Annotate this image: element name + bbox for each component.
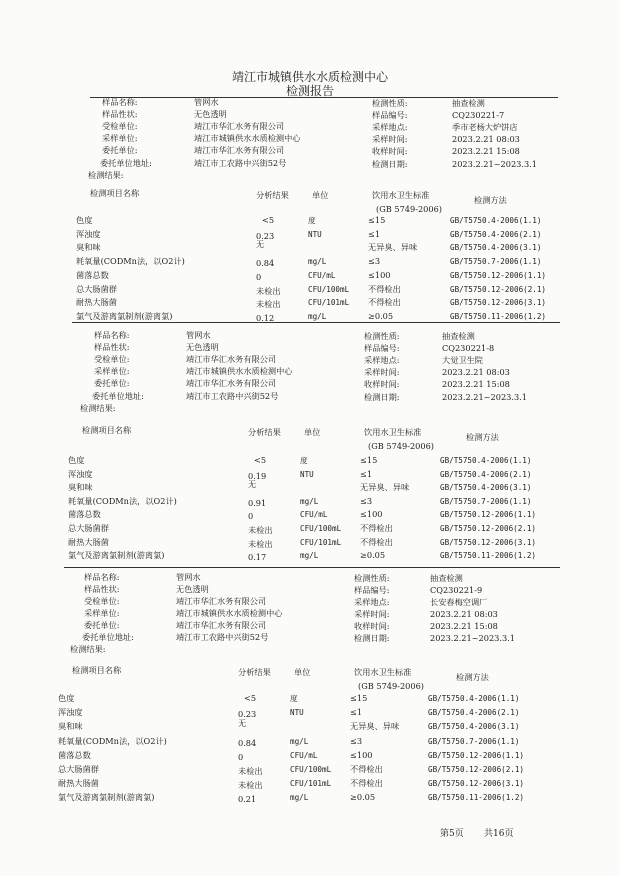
row-item: 总大肠菌群	[58, 764, 99, 774]
receive-time-value: 2023.2.21 15:08	[430, 621, 498, 631]
row-result: 未检出	[238, 766, 263, 776]
row-standard: 无异臭、异味	[360, 482, 410, 493]
row-result: 0.23	[256, 230, 275, 241]
row-item: 臭和味	[76, 242, 101, 253]
row-method: GB/T5750.11-2006(1.2)	[440, 551, 537, 561]
row-method: GB/T5750.4-2006(3.1)	[440, 483, 532, 493]
label-sampler: 采样单位:	[102, 133, 138, 144]
header-item: 检测项目名称	[90, 188, 140, 198]
page-total: 共16页	[484, 829, 514, 839]
row-result: <5	[244, 693, 257, 703]
entrust-addr-value: 靖江市工农路中兴街52号	[176, 632, 269, 642]
label-client: 受检单位:	[94, 354, 130, 365]
row-standard: ≤3	[360, 495, 373, 506]
sample-no-value: CQ230221-7	[452, 110, 505, 121]
location-value: 大觉卫生院	[442, 355, 483, 366]
row-unit: CFU/mL	[300, 510, 328, 520]
receive-time-value: 2023.2.21 15:08	[452, 146, 520, 157]
row-result: 0.23	[238, 709, 257, 720]
header-result: 分析结果	[248, 427, 281, 437]
row-standard: 不得检出	[350, 764, 383, 774]
row-standard: ≤3	[350, 735, 363, 746]
row-item: 氯气及游离氯制剂(游离氯)	[68, 550, 165, 561]
header-item: 检测项目名称	[82, 425, 132, 435]
entrust-addr-value: 靖江市工农路中兴街52号	[186, 390, 279, 401]
sample-name-value: 管网水	[186, 330, 211, 340]
header-result: 分析结果	[238, 667, 271, 677]
row-item: 耐热大肠菌	[58, 778, 99, 789]
label-test-nature: 检测性质:	[372, 98, 408, 108]
sample-property-value: 无色透明	[194, 109, 227, 120]
row-unit: CFU/101mL	[308, 298, 350, 308]
row-standard: ≤1	[360, 468, 373, 479]
test-nature-value: 抽查检测	[430, 573, 463, 583]
row-item: 臭和味	[68, 482, 93, 493]
row-standard: ≤15	[368, 215, 386, 225]
test-date-value: 2023.2.21~2023.3.1	[430, 633, 515, 643]
entrust-value: 靖江市华汇水务有限公司	[176, 620, 267, 630]
row-method: GB/T5750.11-2006(1.2)	[428, 793, 525, 803]
row-item: 耐热大肠菌	[76, 297, 117, 308]
row-unit: NTU	[308, 229, 322, 239]
test-nature-value: 抽查检测	[452, 98, 485, 108]
row-item: 浑浊度	[58, 707, 83, 718]
row-result: 0.17	[248, 552, 267, 563]
page-number: 第5页	[440, 829, 464, 839]
sample-property-value: 无色透明	[176, 584, 209, 594]
row-result: 0.12	[256, 312, 275, 323]
report-title: 靖江市城镇供水水质检测中心	[231, 70, 388, 84]
row-result: 未检出	[256, 285, 281, 296]
test-date-value: 2023.2.21~2023.3.1	[442, 391, 527, 402]
row-standard: 不得检出	[368, 283, 401, 294]
label-sample-property: 样品性状:	[102, 109, 138, 120]
row-result: 0.19	[248, 470, 267, 481]
row-result: 无	[238, 718, 247, 729]
location-value: 长安春梅空调厂	[430, 597, 488, 607]
row-method: GB/T5750.12-2006(1.1)	[428, 750, 525, 760]
row-method: GB/T5750.12-2006(1.1)	[450, 270, 547, 280]
report-subtitle: 检测报告	[285, 84, 334, 98]
header-rule	[90, 97, 558, 98]
header-standard: 饮用水卫生标准	[354, 667, 412, 677]
row-unit: mg/L	[300, 551, 319, 561]
row-unit: 度	[290, 694, 298, 703]
header-unit: 单位	[294, 667, 311, 677]
label-sample-name: 样品名称:	[94, 330, 130, 340]
row-item: 氯气及游离氯制剂(游离氯)	[58, 792, 155, 803]
label-client: 受检单位:	[102, 121, 138, 132]
row-unit: CFU/mL	[308, 270, 336, 280]
row-standard: 不得检出	[368, 297, 401, 308]
row-item: 色度	[68, 455, 85, 465]
label-sample-name: 样品名称:	[84, 572, 120, 582]
label-sample-time: 采样时间:	[372, 134, 408, 145]
label-sample-property: 样品性状:	[94, 342, 130, 353]
sample-time-value: 2023.2.21 08:03	[430, 609, 498, 619]
label-receive-time: 收样时间:	[364, 379, 400, 390]
row-method: GB/T5750.12-2006(2.1)	[450, 284, 547, 294]
label-entrust: 委托单位:	[84, 620, 120, 630]
section-divider	[72, 322, 560, 323]
row-result: 未检出	[256, 299, 281, 310]
test-date-value: 2023.2.21~2023.3.1	[452, 158, 537, 169]
row-unit: 度	[308, 216, 316, 225]
row-method: GB/T5750.4-2006(2.1)	[440, 469, 532, 479]
result-label: 检测结果:	[70, 644, 106, 654]
row-item: 耗氧量(CODMn法，以O2计)	[68, 495, 177, 506]
result-label: 检测结果:	[88, 169, 124, 180]
row-method: GB/T5750.7-2006(1.1)	[428, 736, 520, 746]
label-location: 采样地点:	[372, 122, 408, 133]
row-item: 氯气及游离氯制剂(游离氯)	[76, 310, 173, 321]
label-location: 采样地点:	[364, 355, 400, 366]
row-result: 未检出	[248, 538, 273, 549]
header-unit: 单位	[304, 427, 321, 437]
client-value: 靖江市华汇水务有限公司	[186, 354, 277, 365]
row-method: GB/T5750.4-2006(3.1)	[450, 243, 542, 253]
row-item: 耗氧量(CODMn法，以O2计)	[58, 735, 167, 746]
label-receive-time: 收样时间:	[372, 146, 408, 157]
row-method: GB/T5750.7-2006(1.1)	[450, 257, 542, 267]
row-item: 总大肠菌群	[76, 283, 117, 294]
row-unit: NTU	[300, 469, 314, 479]
label-test-date: 检测日期:	[364, 391, 400, 402]
row-item: 色度	[58, 693, 75, 703]
label-sample-time: 采样时间:	[354, 609, 390, 619]
result-label: 检测结果:	[80, 402, 116, 413]
section-divider	[64, 567, 560, 568]
row-standard: ≤15	[350, 693, 368, 703]
row-unit: CFU/101mL	[300, 537, 342, 547]
row-standard: 不得检出	[360, 536, 393, 547]
label-location: 采样地点:	[354, 597, 390, 607]
header-standard-code: (GB 5749-2006)	[376, 204, 442, 214]
row-method: GB/T5750.12-2006(3.1)	[450, 298, 547, 308]
label-entrust: 委托单位:	[102, 145, 138, 156]
entrust-value: 靖江市华汇水务有限公司	[194, 145, 285, 156]
row-method: GB/T5750.12-2006(1.1)	[440, 510, 537, 520]
row-result: 0.21	[238, 794, 257, 805]
row-result: 0.84	[256, 258, 275, 269]
sample-name-value: 管网水	[176, 572, 201, 582]
row-unit: CFU/101mL	[290, 779, 332, 789]
header-result: 分析结果	[256, 190, 289, 200]
label-sample-no: 样品编号:	[372, 110, 408, 121]
sample-no-value: CQ230221-8	[442, 343, 495, 354]
row-result: 0	[256, 271, 262, 282]
label-sampler: 采样单位:	[94, 366, 130, 377]
row-result: 无	[256, 239, 265, 250]
row-standard: 不得检出	[360, 523, 393, 533]
label-sample-no: 样品编号:	[354, 585, 390, 595]
test-nature-value: 抽查检测	[442, 331, 475, 341]
row-method: GB/T5750.4-2006(3.1)	[428, 722, 520, 732]
label-entrust-addr: 委托单位地址:	[100, 157, 152, 168]
row-result: 未检出	[248, 525, 273, 535]
row-unit: mg/L	[290, 736, 309, 746]
row-method: GB/T5750.4-2006(2.1)	[450, 229, 542, 239]
header-standard: 饮用水卫生标准	[372, 190, 430, 200]
sampler-value: 靖江市城镇供水水质检测中心	[186, 366, 293, 377]
row-result: <5	[262, 215, 275, 225]
label-sample-name: 样品名称:	[102, 97, 138, 107]
row-unit: 度	[300, 456, 308, 465]
header-standard-code: (GB 5749-2006)	[368, 441, 434, 451]
row-item: 菌落总数	[58, 749, 91, 760]
row-result: <5	[254, 455, 267, 465]
row-result: 0.84	[238, 737, 257, 748]
row-unit: CFU/100mL	[308, 284, 350, 294]
row-standard: ≤1	[350, 707, 363, 718]
row-result: 0	[238, 751, 244, 762]
row-method: GB/T5750.12-2006(2.1)	[428, 765, 525, 774]
row-unit: CFU/100mL	[290, 765, 332, 774]
row-result: 无	[248, 479, 257, 490]
label-test-date: 检测日期:	[372, 158, 408, 169]
entrust-value: 靖江市华汇水务有限公司	[186, 378, 277, 389]
sample-no-value: CQ230221-9	[430, 585, 483, 595]
row-item: 耐热大肠菌	[68, 536, 109, 547]
header-standard-code: (GB 5749-2006)	[358, 681, 424, 691]
label-test-nature: 检测性质:	[354, 573, 390, 583]
row-method: GB/T5750.12-2006(2.1)	[440, 524, 537, 533]
row-method: GB/T5750.11-2006(1.2)	[450, 311, 547, 321]
row-method: GB/T5750.12-2006(3.1)	[440, 537, 537, 547]
row-unit: mg/L	[300, 496, 319, 506]
label-test-date: 检测日期:	[354, 633, 390, 643]
header-item: 检测项目名称	[72, 665, 122, 675]
row-method: GB/T5750.4-2006(2.1)	[428, 708, 520, 718]
row-standard: 无异臭、异味	[350, 721, 400, 732]
row-item: 浑浊度	[76, 228, 101, 239]
row-unit: CFU/100mL	[300, 524, 342, 533]
label-sample-no: 样品编号:	[364, 343, 400, 354]
client-value: 靖江市华汇水务有限公司	[194, 121, 285, 132]
row-unit: NTU	[290, 708, 304, 718]
row-unit: CFU/mL	[290, 750, 318, 760]
label-client: 受检单位:	[84, 596, 120, 606]
header-unit: 单位	[312, 190, 329, 200]
sampler-value: 靖江市城镇供水水质检测中心	[194, 133, 301, 144]
row-result: 0	[248, 511, 254, 522]
header-method: 检测方法	[474, 195, 507, 205]
row-standard: ≤100	[368, 269, 391, 280]
row-standard: ≤100	[360, 509, 383, 520]
label-sampler: 采样单位:	[84, 608, 120, 618]
label-entrust-addr: 委托单位地址:	[82, 632, 134, 642]
row-standard: ≥0.05	[360, 550, 386, 561]
header-method: 检测方法	[456, 672, 489, 682]
client-value: 靖江市华汇水务有限公司	[176, 596, 267, 606]
sample-property-value: 无色透明	[186, 342, 219, 353]
sampler-value: 靖江市城镇供水水质检测中心	[176, 608, 283, 618]
row-result: 0.91	[248, 497, 267, 508]
row-unit: mg/L	[308, 257, 327, 267]
row-standard: ≤15	[360, 455, 378, 465]
row-item: 浑浊度	[68, 468, 93, 479]
label-sample-property: 样品性状:	[84, 584, 120, 594]
row-standard: 无异臭、异味	[368, 242, 418, 253]
sample-time-value: 2023.2.21 08:03	[452, 134, 520, 145]
row-item: 菌落总数	[68, 509, 101, 520]
row-result: 未检出	[238, 780, 263, 791]
row-method: GB/T5750.4-2006(1.1)	[450, 216, 542, 225]
label-test-nature: 检测性质:	[364, 331, 400, 341]
row-method: GB/T5750.12-2006(3.1)	[428, 779, 525, 789]
receive-time-value: 2023.2.21 15:08	[442, 379, 510, 390]
row-standard: ≥0.05	[350, 792, 376, 803]
row-method: GB/T5750.4-2006(1.1)	[428, 694, 520, 703]
label-entrust-addr: 委托单位地址:	[92, 390, 144, 401]
row-method: GB/T5750.4-2006(1.1)	[440, 456, 532, 465]
header-method: 检测方法	[466, 432, 499, 442]
location-value: 季市老杨大炉饼店	[452, 122, 518, 133]
row-unit: mg/L	[308, 311, 327, 321]
row-item: 总大肠菌群	[68, 523, 109, 533]
entrust-addr-value: 靖江市工农路中兴街52号	[194, 157, 287, 168]
row-standard: 不得检出	[350, 778, 383, 789]
row-standard: ≤100	[350, 749, 373, 760]
row-item: 色度	[76, 215, 93, 225]
header-standard: 饮用水卫生标准	[364, 427, 422, 437]
row-item: 菌落总数	[76, 269, 109, 280]
label-sample-time: 采样时间:	[364, 367, 400, 378]
sample-time-value: 2023.2.21 08:03	[442, 367, 510, 378]
label-receive-time: 收样时间:	[354, 621, 390, 631]
row-item: 臭和味	[58, 721, 83, 732]
row-standard: ≤1	[368, 228, 381, 239]
row-method: GB/T5750.7-2006(1.1)	[440, 496, 532, 506]
row-item: 耗氧量(CODMn法，以O2计)	[76, 256, 185, 267]
row-standard: ≥0.05	[368, 310, 394, 321]
row-unit: mg/L	[290, 793, 309, 803]
row-standard: ≤3	[368, 256, 381, 267]
label-entrust: 委托单位:	[94, 378, 130, 389]
sample-name-value: 管网水	[194, 97, 219, 107]
